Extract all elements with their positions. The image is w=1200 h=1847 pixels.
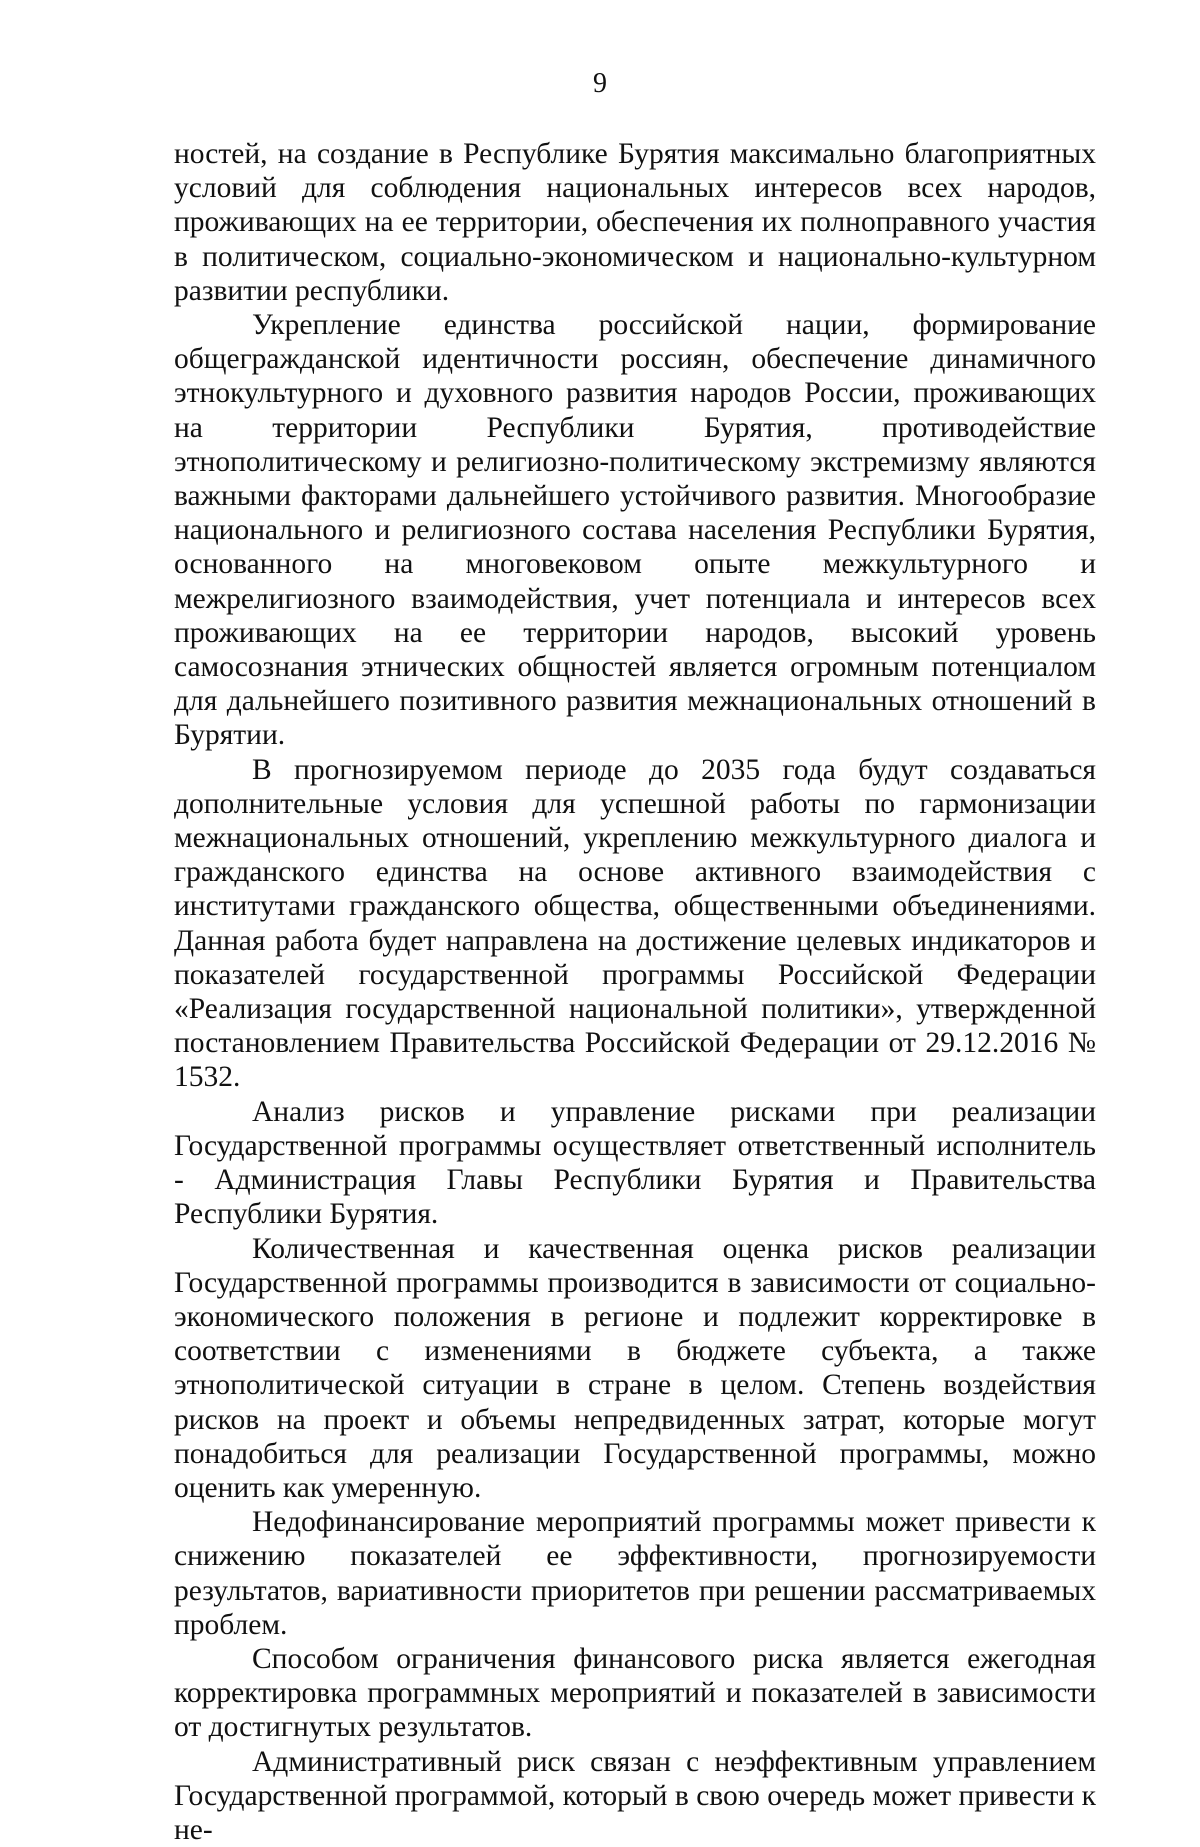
paragraph-6: Недофинансирование мероприятий программы может привести к снижению показателей ее эффективности, прогнозируемости результатов, вариативности приоритетов при решении рассматриваемых проблем. [174,1506,1096,1641]
document-body [174,137,1096,1847]
paragraph-3: В прогнозируемом периоде до 2035 года будут создаваться дополнительные условия для успешной работы по гармонизации межнациональных отношений, укреплению межкультурного диалога и гражданского единства на основе активного взаимодействия с институтами гражданского общества, общественными объединениями. Данная работа будет направлена на достижение целевых индикаторов и показателей государственной программы Российской Федерации «Реализация государственной национальной политики», утвержденной постановлением Правительства Российской Федерации от 29.12.2016 № 1532. [174,753,1096,1094]
paragraph-4: Анализ рисков и управление рисками при реализации Государственной программы осуществляет ответственный исполнитель - Администрация Главы Республики Бурятия и Правительства Республики Бурятия. [174,1095,1096,1231]
page-number: 9 [593,68,607,99]
paragraph-1: ностей, на создание в Республике Бурятия максимально благоприятных условий для соблюдения национальных интересов всех народов, проживающих на ее территории, обеспечения их полноправного участия в политическом, социально-экономическом и национально-культурном развитии республики. [174,138,1096,307]
paragraph-8: Административный риск связан с неэффективным управлением Государственной программой, который в свою очередь может привести к не- [174,1745,1096,1846]
paragraph-5: Количественная и качественная оценка рисков реализации Государственной программы производится в зависимости от социально-экономического положения в регионе и подлежит корректировке в соответствии с изменениями в бюджете субъекта, а также этнополитической ситуации в стране в целом. Степень воздействия рисков на проект и объемы непредвиденных затрат, которые могут понадобиться для реализации Государственной программы, можно оценить как умеренную. [174,1232,1096,1504]
paragraph-2: Укрепление единства российской нации, формирование общегражданской идентичности россиян, обеспечение динамичного этнокультурного и духовного развития народов России, проживающих на территории Республики Бурятия, противодействие этнополитическому и религиозно-политическому экстремизму являются важными факторами дальнейшего устойчивого развития. Многообразие национального и религиозного состава населения Республики Бурятия, основанного на многовековом опыте межкультурного и межрелигиозного взаимодействия, учет потенциала и интересов всех проживающих на ее территории народов, высокий уровень самосознания этнических общностей является огромным потенциалом для дальнейшего позитивного развития межнациональных отношений в Бурятии. [174,309,1096,752]
paragraph-7: Способом ограничения финансового риска является ежегодная корректировка программных мероприятий и показателей в зависимости от достигнутых результатов. [174,1642,1096,1744]
